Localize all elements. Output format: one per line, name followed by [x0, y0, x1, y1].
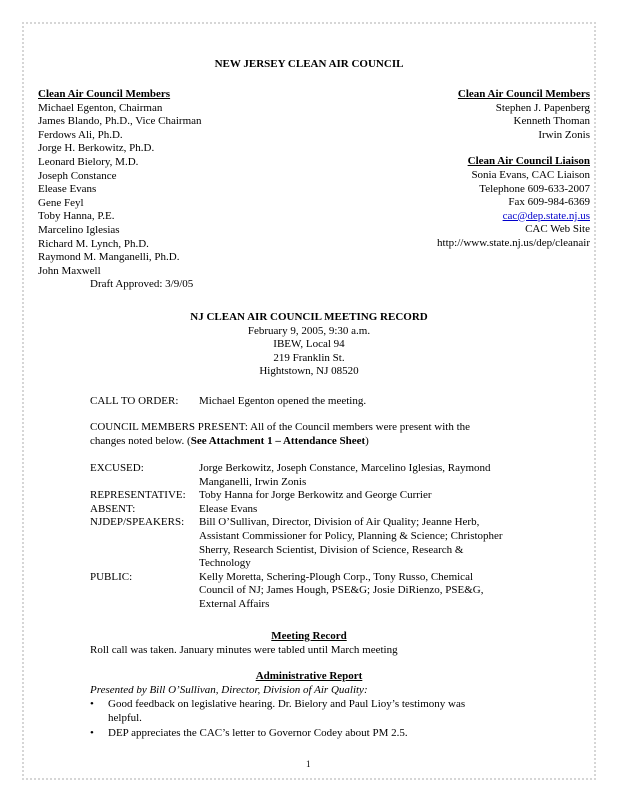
member-item: Marcelino Iglesias [38, 223, 120, 236]
bullet-icon: • [90, 727, 94, 740]
list-item [90, 698, 540, 725]
meeting-record-header: Meeting Record [271, 630, 347, 642]
call-to-order-label: CALL TO ORDER: [90, 395, 179, 407]
call-to-order-text: Michael Egenton opened the meeting. [199, 395, 367, 407]
bullet-icon: • [90, 698, 94, 710]
record-city: Hightstown, NJ 08520 [259, 365, 359, 378]
page-number: 1 [306, 759, 311, 769]
excused-line-2: Manganelli, Irwin Zonis [199, 475, 307, 488]
member-item: Richard M. Lynch, Ph.D. [38, 237, 149, 250]
bullet-1-line-1: Good feedback on legislative hearing. Dr. Bielory and Paul Lioy’s testimony was [108, 698, 466, 710]
web-site-label: CAC Web Site [525, 223, 590, 236]
speakers-label: NJDEP/SPEAKERS: [90, 516, 185, 529]
bullet-1-line-2: helpful. [108, 711, 142, 724]
record-location: IBEW, Local 94 [273, 338, 345, 351]
member-item: John Maxwell [38, 264, 101, 277]
web-site-url[interactable]: http://www.state.nj.us/dep/cleanair [437, 236, 590, 249]
present-text-1: COUNCIL MEMBERS PRESENT: All of the Council members were present with the [90, 421, 471, 433]
member-item: Joseph Constance [38, 169, 117, 182]
representative-label: REPRESENTATIVE: [90, 489, 186, 502]
member-item: Michael Egenton, Chairman [38, 101, 163, 114]
email-link[interactable]: cac@dep.state.nj.us [502, 209, 590, 222]
attendance-row-absent [90, 503, 550, 517]
excused-line-1: Jorge Berkowitz, Joseph Constance, Marcelino Iglesias, Raymond [199, 462, 491, 474]
member-item: Jorge H. Berkowitz, Ph.D. [38, 142, 155, 155]
member-item: Gene Feyl [38, 196, 84, 209]
liaison-fax: Fax 609-984-6369 [508, 196, 590, 209]
members-present [90, 421, 540, 448]
record-title: NJ CLEAN AIR COUNCIL MEETING RECORD [190, 311, 428, 323]
member-item: Leonard Bielory, M.D. [38, 155, 139, 168]
present-text-3: ) [365, 434, 369, 447]
public-line-2: Council of NJ; James Hough, PSE&G; Josie DiRienzo, PSE&G, [199, 584, 484, 597]
call-to-order [90, 395, 366, 409]
attendance-row-public [90, 571, 550, 612]
admin-presented-by: Presented by Bill O’Sullivan, Director, Division of Air Quality: [90, 684, 368, 696]
meeting-record-text: Roll call was taken. January minutes were tabled until March meeting [90, 644, 398, 656]
speakers-line-2: Assistant Commissioner for Policy, Planning & Science; Christopher [199, 529, 503, 542]
attendance-row-excused [90, 462, 550, 489]
member-item: Kenneth Thoman [513, 115, 590, 128]
attendance-row-speakers [90, 516, 550, 570]
speakers-line-3: Sherry, Research Scientist, Division of Science, Research & [199, 543, 464, 556]
members-right-column [330, 88, 590, 251]
member-item: Irwin Zonis [538, 128, 590, 141]
present-text-2: changes noted below. ( [90, 434, 191, 447]
absent-label: ABSENT: [90, 502, 136, 515]
admin-report-header: Administrative Report [255, 670, 363, 682]
public-line-1: Kelly Moretta, Schering-Plough Corp., Tony Russo, Chemical [199, 570, 474, 583]
attachment-reference: See Attachment 1 – Attendance Sheet [190, 434, 366, 447]
public-line-3: External Affairs [199, 597, 270, 610]
absent-value: Elease Evans [199, 502, 258, 515]
excused-label: EXCUSED: [90, 462, 144, 474]
meeting-record-heading [0, 311, 618, 379]
liaison-header: Clean Air Council Liaison [467, 155, 590, 168]
member-item: James Blando, Ph.D., Vice Chairman [38, 115, 202, 128]
member-item: Elease Evans [38, 183, 97, 196]
speakers-line-1: Bill O’Sullivan, Director, Division of Air Quality; Jeanne Herb, [199, 516, 480, 529]
attendance-table [90, 462, 550, 612]
record-date: February 9, 2005, 9:30 a.m. [247, 324, 371, 337]
public-label: PUBLIC: [90, 570, 133, 583]
member-item: Toby Hanna, P.E. [38, 210, 115, 223]
attendance-row-representative [90, 489, 550, 503]
list-item [90, 727, 540, 741]
admin-bullets [90, 698, 540, 741]
member-item: Stephen J. Papenberg [495, 101, 590, 114]
document-title: NEW JERSEY CLEAN AIR COUNCIL [214, 58, 404, 70]
liaison-name: Sonia Evans, CAC Liaison [471, 168, 590, 181]
liaison-telephone: Telephone 609-633-2007 [479, 182, 590, 195]
draft-approved: Draft Approved: 3/9/05 [90, 278, 194, 291]
member-item: Raymond M. Manganelli, Ph.D. [38, 251, 180, 264]
record-street: 219 Franklin St. [273, 351, 345, 364]
members-left-column [38, 88, 298, 292]
member-item: Ferdows Ali, Ph.D. [38, 128, 123, 141]
members-header-right: Clean Air Council Members [457, 88, 590, 100]
speakers-line-4: Technology [199, 557, 251, 570]
bullet-2: DEP appreciates the CAC’s letter to Governor Codey about PM 2.5. [108, 727, 408, 740]
members-header-left: Clean Air Council Members [38, 88, 171, 100]
representative-value: Toby Hanna for Jorge Berkowitz and George Currier [199, 489, 432, 502]
